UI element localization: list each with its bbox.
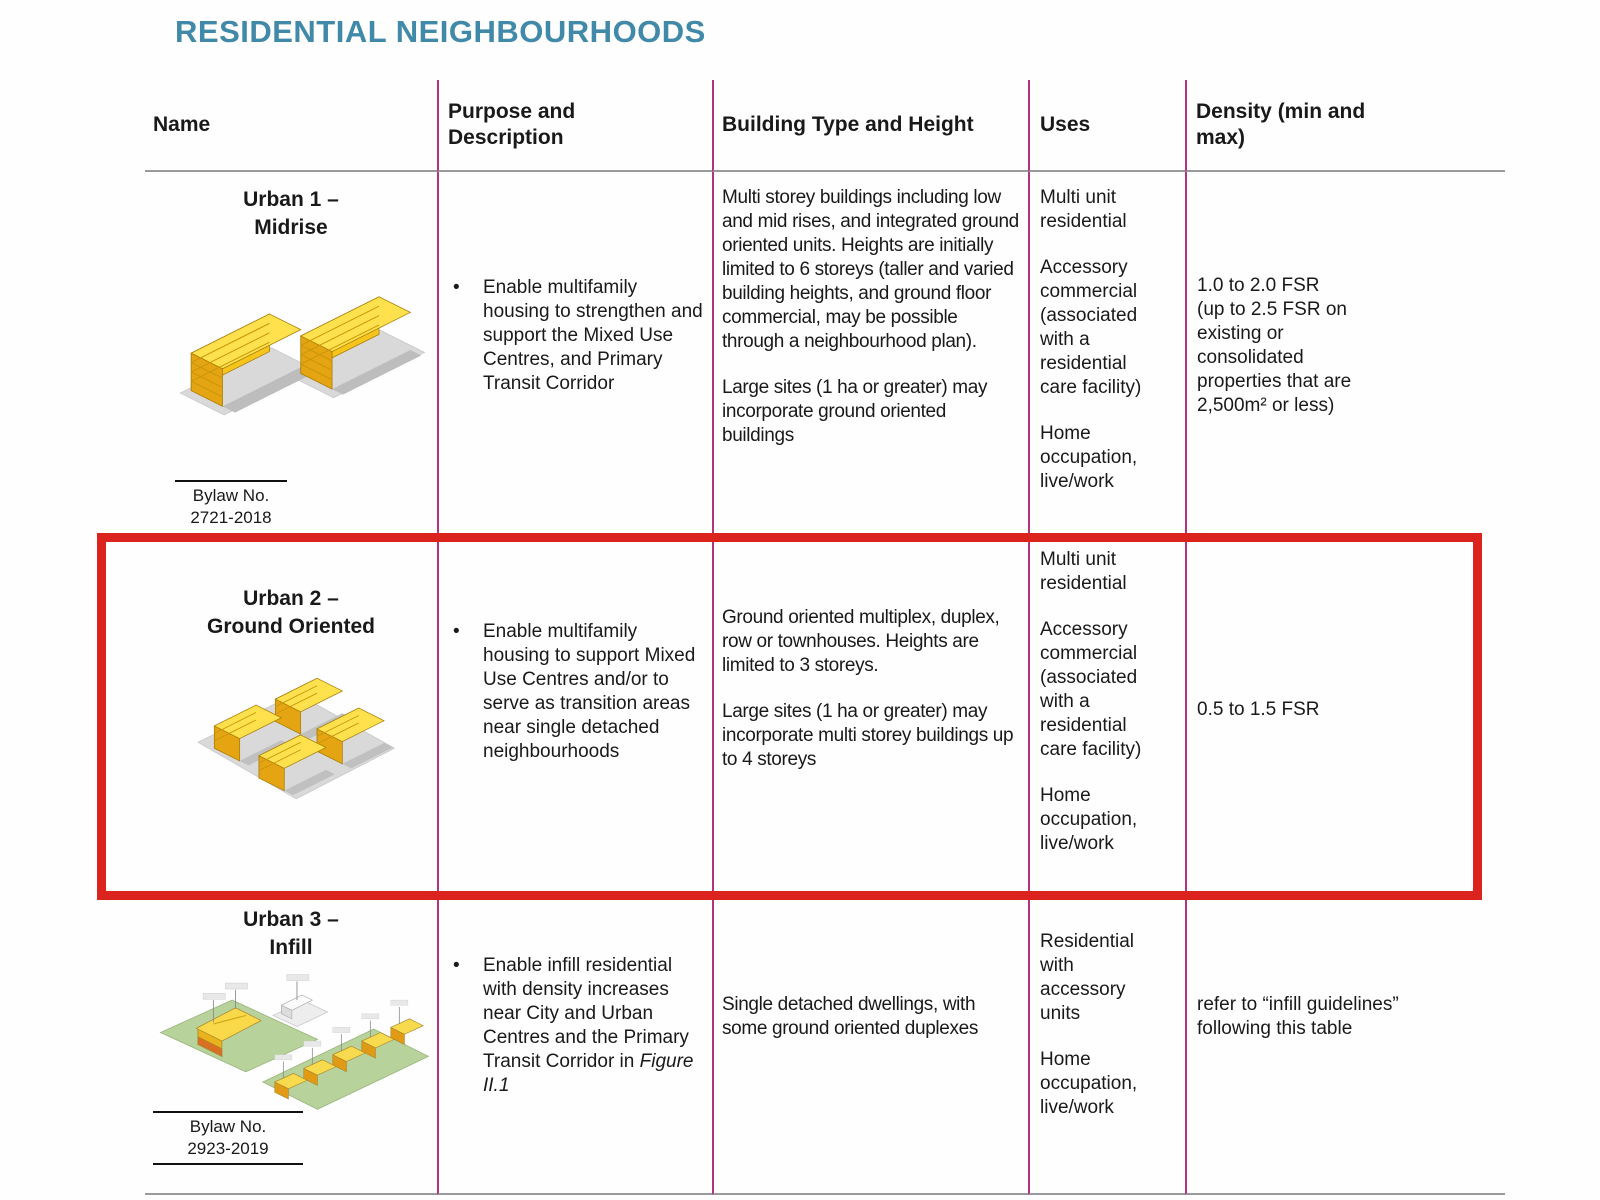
bullet-icon: • — [453, 955, 460, 976]
urban1-building-paragraph: Large sites (1 ha or greater) may incorporate ground oriented buildings — [722, 377, 988, 446]
urban3-name-cell — [145, 900, 437, 1195]
header-density-label: Density (min and max) — [1196, 100, 1366, 149]
header-building-type-label: Building Type and Height — [722, 113, 974, 136]
highlight-box — [97, 533, 1482, 900]
header-name-label: Name — [153, 113, 211, 136]
urban1-building-type-cell — [712, 172, 1028, 533]
urban3-row-title: Urban 3 – Infill — [243, 908, 339, 959]
urban1-building-paragraph: Multi storey buildings including low and mid rises, and integrated ground oriented units. Heights are initially limited to 6 storeys (taller and varied building heights, and ground floor commercial, may be possible through a neighbourhood plan). — [722, 187, 1019, 352]
urban3-density-text: refer to “infill guidelines” following this table — [1197, 994, 1399, 1039]
urban1-uses-cell — [1028, 172, 1185, 533]
bullet-icon: • — [453, 277, 460, 298]
urban2-row-title: Urban 2 – Ground Oriented — [207, 587, 375, 638]
urban3-use-item: Home occupation, live/work — [1040, 1049, 1138, 1118]
urban1-bylaw-number: Bylaw No. 2721-2018 — [175, 480, 287, 529]
urban3-uses-cell — [1028, 900, 1185, 1195]
urban2-use-item: Accessory commercial (associated with a residential care facility) — [1040, 619, 1142, 760]
urban3-building-paragraph: Single detached dwellings, with some ground oriented duplexes — [722, 994, 979, 1039]
urban1-density-text: (up to 2.5 FSR on existing or consolidated properties that are 2,500m² or less) — [1197, 299, 1352, 416]
urban3-use-item: Residential with accessory units — [1040, 931, 1134, 1024]
header-purpose-label: Purpose and Description — [448, 100, 576, 149]
purpose-bullet-item — [448, 276, 712, 396]
urban2-use-item: Home occupation, live/work — [1040, 785, 1138, 854]
urban1-purpose-text: Enable multifamily housing to strengthen and support the Mixed Use Centres, and Primary Transit Corridor — [483, 277, 703, 394]
urban1-purpose-cell — [437, 172, 712, 533]
urban2-building-paragraph: Large sites (1 ha or greater) may incorporate multi storey buildings up to 4 storeys — [722, 701, 1014, 770]
urban2-building-paragraph: Ground oriented multiplex, duplex, row or townhouses. Heights are limited to 3 storeys. — [722, 607, 1000, 676]
bullet-icon: • — [453, 621, 460, 642]
urban1-use-item: Multi unit residential — [1040, 187, 1127, 232]
urban1-row-title: Urban 1 – Midrise — [243, 188, 339, 239]
urban2-density-text: 0.5 to 1.5 FSR — [1197, 699, 1320, 720]
urban1-use-item: Accessory commercial (associated with a residential care facility) — [1040, 257, 1142, 398]
infill-houses-illustration — [148, 966, 434, 1111]
header-name — [145, 80, 437, 172]
midrise-buildings-illustration — [174, 280, 426, 456]
purpose-bullet-item — [448, 954, 712, 1098]
urban3-building-type-cell — [712, 900, 1028, 1195]
urban2-purpose-text: Enable multifamily housing to support Mixed Use Centres and/or to serve as transition areas near single detached neighbourhoods — [483, 621, 696, 762]
urban3-purpose-cell — [437, 900, 712, 1195]
urban1-name-cell — [145, 172, 437, 533]
urban1-density-cell — [1185, 172, 1505, 533]
header-density — [1185, 80, 1505, 172]
header-uses-label: Uses — [1040, 113, 1091, 136]
urban3-density-cell — [1185, 900, 1505, 1195]
page-title: RESIDENTIAL NEIGHBOURHOODS — [175, 14, 706, 49]
urban2-use-item: Multi unit residential — [1040, 549, 1127, 594]
urban1-use-item: Home occupation, live/work — [1040, 423, 1138, 492]
urban3-bylaw-number: Bylaw No. 2923-2019 — [153, 1111, 303, 1165]
urban1-density-text: 1.0 to 2.0 FSR — [1197, 275, 1320, 296]
header-purpose — [437, 80, 712, 172]
figure-reference: Figure II.1 — [483, 1051, 694, 1096]
urban3-purpose-text: Enable infill residential with density increases near City and Urban Centres and the Primary Transit Corridor in Figure II.1 — [483, 955, 694, 1096]
header-uses — [1028, 80, 1185, 172]
header-building-type — [712, 80, 1028, 172]
